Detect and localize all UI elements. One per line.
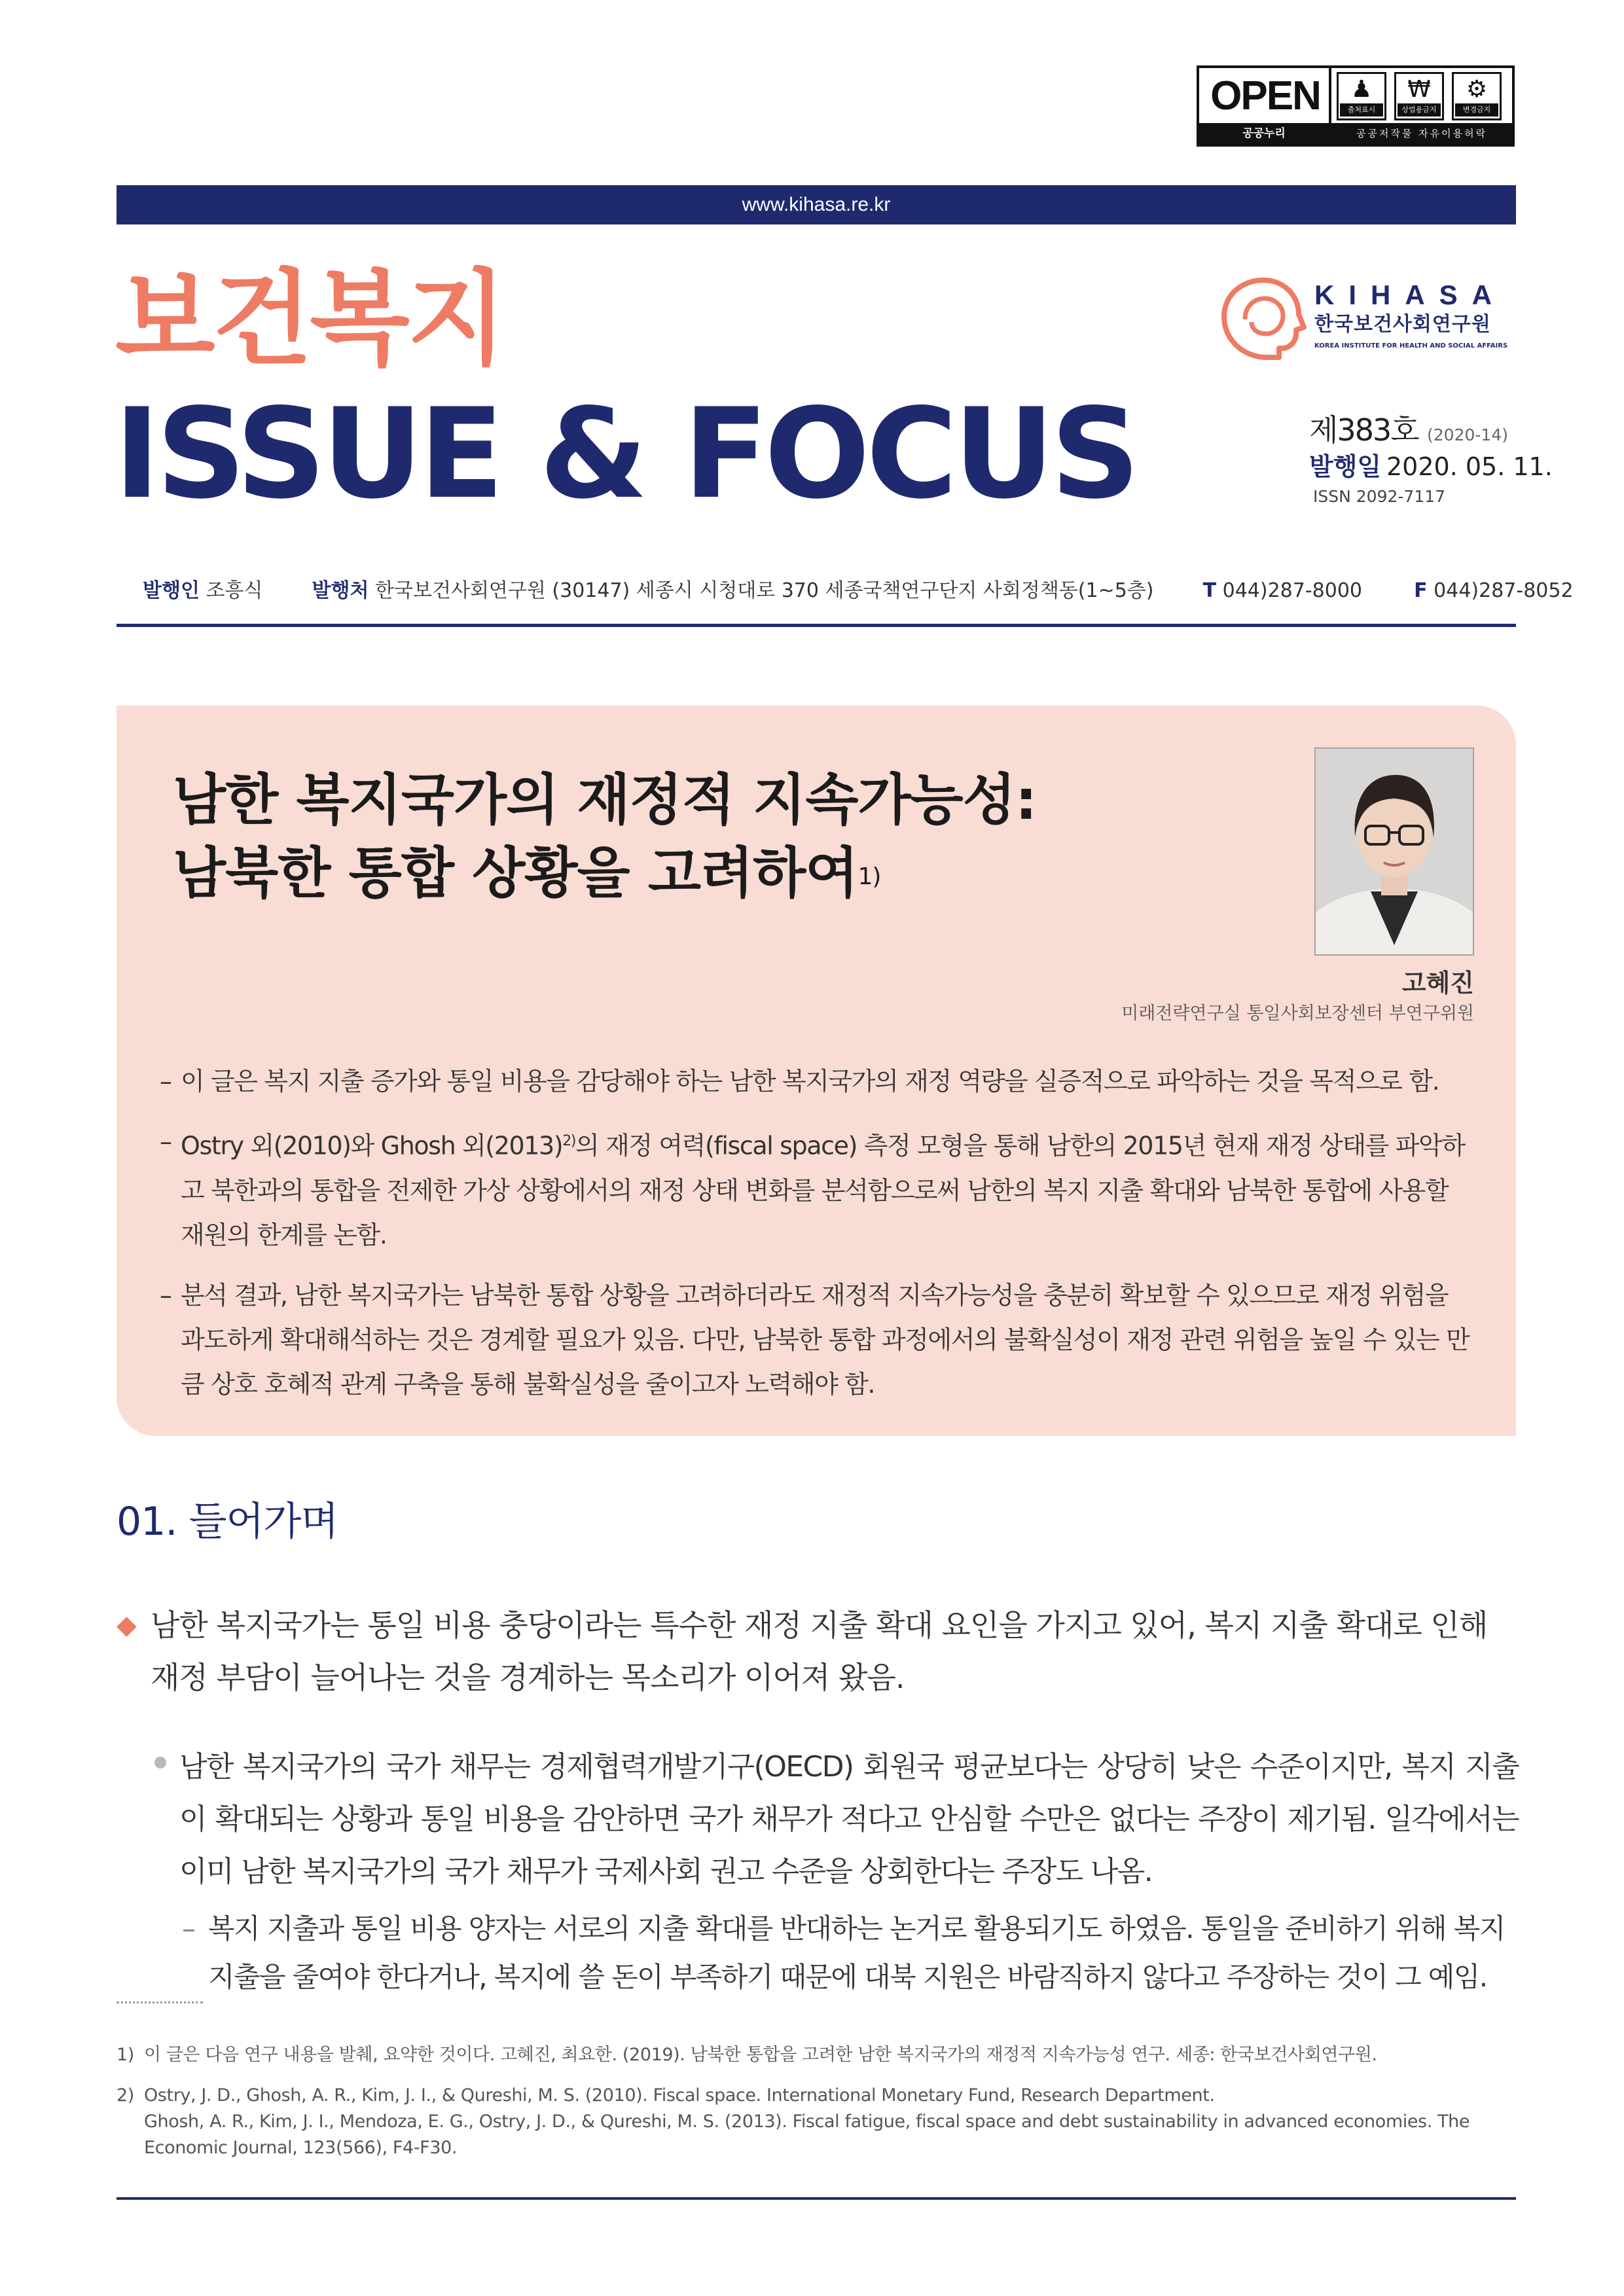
footnote-1 bbox=[117, 2042, 1517, 2068]
publication-date-label: 발행일 bbox=[1309, 452, 1382, 481]
article-title-line2: 남북한 통합 상황을 고려하여 bbox=[173, 841, 858, 905]
organization-label: 발행처 bbox=[312, 579, 369, 602]
no-derivatives-icon: ⚙ 변경금지 bbox=[1452, 72, 1502, 120]
footnote-ref-1[interactable]: 1) bbox=[857, 863, 881, 890]
kihasa-english-name: KOREA INSTITUTE FOR HEALTH AND SOCIAL AFFAIRS bbox=[1314, 342, 1508, 350]
telephone-number: 044)287-8000 bbox=[1222, 579, 1363, 602]
footnote-text: 이 글은 다음 연구 내용을 발췌, 요약한 것이다. 고혜진, 최요한. (2019). 남북한 통합을 고려한 남한 복지국가의 재정적 지속가능성 연구. 세종: 한국보건사회연구원. bbox=[144, 2045, 1377, 2065]
author-affiliation: 미래전략연구실 통일사회보장센터 부연구위원 bbox=[1121, 1003, 1474, 1024]
author-photo bbox=[1314, 747, 1474, 956]
summary-item: – Ostry 외(2010)와 Ghosh 외$(2013)^{2)}$의 재정 여력(fiscal space) 측정 모형을 통해 남한의 2015년 현재 재정 상태를 파악하고 북한과의 통합을 전제한 가상 상황에서의 재정 상태 변화를 분석함으로써 남한의 복지 지출 확대와 남북한 통합에 사용할 재원의 한계를 논함. bbox=[160, 1119, 1475, 1257]
footer-divider bbox=[117, 2197, 1516, 2200]
header-divider bbox=[117, 624, 1516, 627]
issue-number: 제383호 bbox=[1309, 412, 1418, 448]
summary-item: – 이 글은 복지 지출 증가와 통일 비용을 감당해야 하는 남한 복지국가의 재정 역량을 실증적으로 파악하는 것을 목적으로 함. bbox=[160, 1059, 1475, 1103]
author-name: 고혜진 bbox=[1401, 969, 1474, 997]
publisher-info-row bbox=[143, 578, 1574, 604]
footnote-text: Ostry, J. D., Ghosh, A. R., Kim, J. I., & Qureshi, M. S. (2010). Fiscal space. International Monetary Fund, Research Department. bbox=[144, 2085, 1215, 2106]
body-paragraph-bullet-text: 남한 복지국가의 국가 채무는 경제협력개발기구(OECD) 회원국 평균보다는 상당히 낮은 수준이지만, 복지 지출이 확대되는 상황과 통일 비용을 감안하면 국가 채무가 적다고 안심할 수만은 없다는 주장이 제기됨. 일각에서는 이미 남한 복지국가의 국가 채무가 국제사회 권고 수준을 상회한다는 주장도 나옴. bbox=[179, 1750, 1519, 1888]
publication-title-english: ISSUE & FOCUS bbox=[114, 382, 1136, 526]
footnotes bbox=[117, 2042, 1517, 2176]
publication-title-korean: 보건복지 bbox=[115, 259, 505, 380]
publication-date: 2020. 05. 11. bbox=[1386, 452, 1553, 481]
body-paragraph-sub-text: 복지 지출과 통일 비용 양자는 서로의 지출 확대를 반대하는 논거로 활용되기도 하였음. 통일을 준비하기 위해 복지 지출을 줄여야 한다거나, 복지에 쓸 돈이 부족하기 때문에 대북 지원은 바람직하지 않다고 주장하는 것이 그 예임. bbox=[208, 1912, 1505, 1993]
footnote-number: 2) bbox=[117, 2085, 134, 2106]
head-profile-icon bbox=[1216, 274, 1308, 365]
fax-label: F bbox=[1414, 579, 1428, 602]
open-license-badge bbox=[1197, 65, 1515, 147]
body-paragraph-sub bbox=[183, 1905, 1519, 2001]
issue-code: (2020-14) bbox=[1427, 425, 1508, 444]
open-logo-text: OPEN bbox=[1210, 73, 1320, 118]
attribution-icon: ♟ 출처표시 bbox=[1337, 72, 1386, 120]
summary-item: – 분석 결과, 남한 복지국가는 남북한 통합 상황을 고려하더라도 재정적 지속가능성을 충분히 확보할 수 있으므로 재정 위험을 과도하게 확대해석하는 것은 경계할 필요가 있음. 다만, 남북한 통합 과정에서의 불확실성이 재정 관련 위험을 높일 수 있는 만큼 상호 호혜적 관계 구축을 통해 불확실성을 줄이고자 노력해야 함. bbox=[160, 1273, 1475, 1407]
article-summary-box bbox=[117, 706, 1516, 1436]
footnote-2 bbox=[117, 2083, 1517, 2161]
issn: ISSN 2092-7117 bbox=[1313, 487, 1446, 506]
footnote-separator bbox=[117, 2001, 203, 2003]
kihasa-korean-name: 한국보건사회연구원 bbox=[1314, 313, 1491, 336]
open-logo-caption: 공공누리 bbox=[1199, 123, 1329, 144]
footnote-number: 1) bbox=[117, 2045, 134, 2065]
organization-address: 한국보건사회연구원 (30147) 세종시 시청대로 370 세종국책연구단지 사회정책동(1~5층) bbox=[375, 579, 1154, 602]
footnote-text: Ghosh, A. R., Kim, J. I., Mendoza, E. G., Ostry, J. D., & Qureshi, M. S. (2013). Fiscal fatigue, fiscal space and debt sustainability in advanced economies. The Economic Journal, 123(566), F4-F30. bbox=[144, 2111, 1470, 2158]
summary-list bbox=[160, 1059, 1475, 1422]
license-caption: 공공저작물 자유이용허락 bbox=[1331, 123, 1512, 144]
article-title bbox=[173, 763, 1037, 910]
website-url-bar[interactable]: www.kihasa.re.kr bbox=[117, 185, 1516, 224]
body-paragraph-bullet bbox=[152, 1741, 1519, 1898]
article-title-line1: 남한 복지국가의 재정적 지속가능성: bbox=[173, 768, 1037, 832]
kihasa-logo bbox=[1216, 274, 1515, 365]
noncommercial-icon: ₩ 상업용금지 bbox=[1394, 72, 1444, 120]
telephone-label: T bbox=[1202, 579, 1217, 602]
dash-bullet: – bbox=[182, 1912, 196, 1945]
publisher-name: 조흥식 bbox=[206, 579, 263, 602]
body-paragraph-main-text: 남한 복지국가는 통일 비용 충당이라는 특수한 재정 지출 확대 요인을 가지고 있어, 복지 지출 확대로 인해 재정 부담이 늘어나는 것을 경계하는 목소리가 이어져 왔음. bbox=[151, 1607, 1488, 1695]
open-logo bbox=[1199, 68, 1331, 144]
fax-number: 044)287-8052 bbox=[1434, 579, 1574, 602]
kihasa-wordmark: KIHASA bbox=[1314, 279, 1507, 310]
publisher-label: 발행인 bbox=[143, 579, 200, 602]
body-paragraph-main bbox=[117, 1597, 1517, 1704]
section-heading: 01. 들어가며 bbox=[117, 1499, 338, 1545]
diamond-bullet-icon: ◆ bbox=[117, 1610, 136, 1640]
footnote-ref-2[interactable]: 2) bbox=[562, 1133, 576, 1149]
